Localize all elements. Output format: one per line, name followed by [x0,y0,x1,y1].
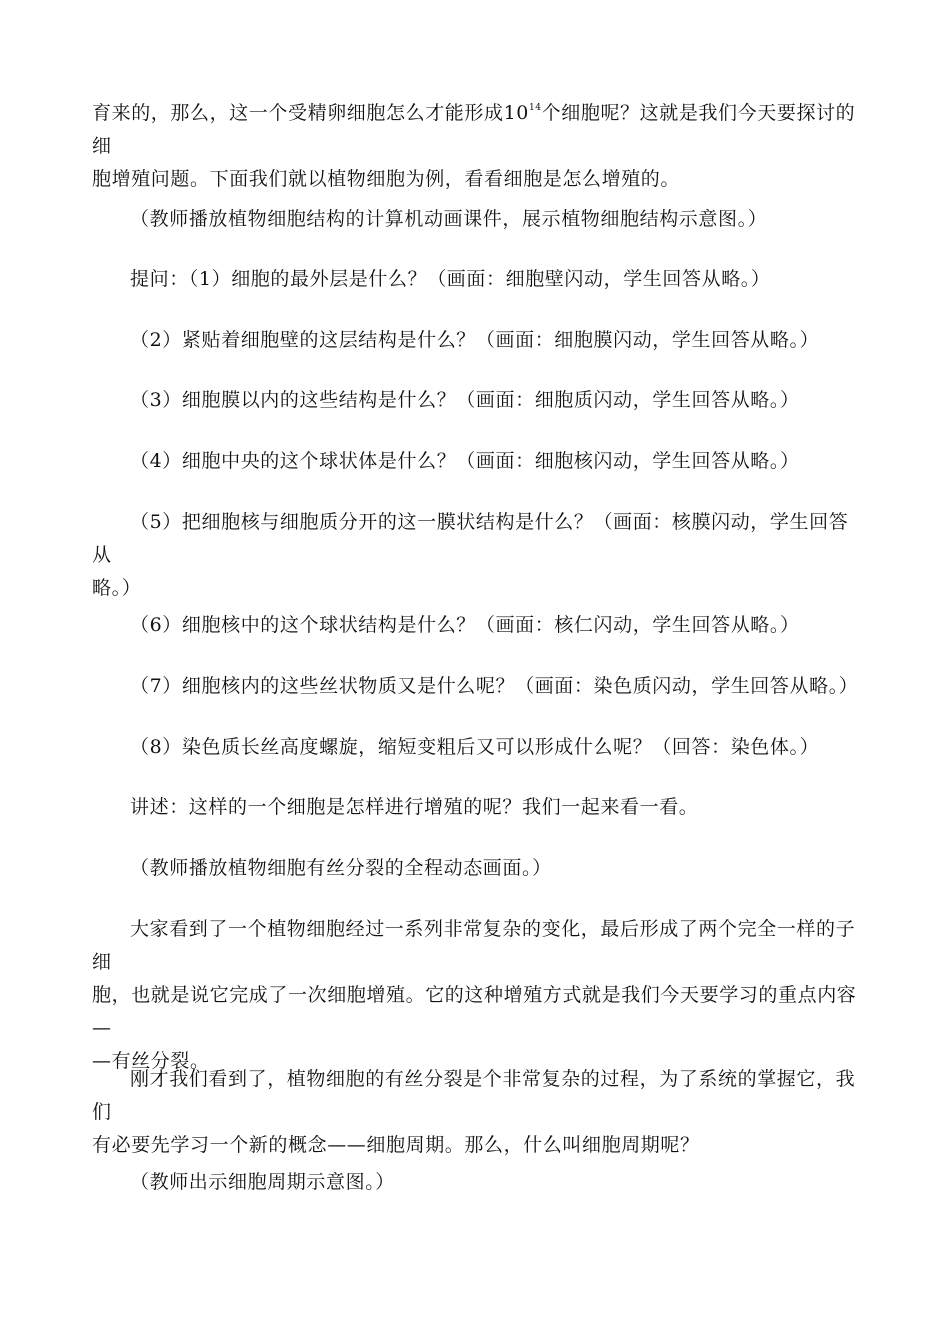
paragraph-question-4: （4）细胞中央的这个球状体是什么？（画面：细胞核闪动，学生回答从略。） [130,450,800,472]
text-line: 有必要先学习一个新的概念——细胞周期。那么，什么叫细胞周期呢？ [92,1134,700,1156]
paragraph-cell-cycle [92,1063,862,1162]
text-line: （5）把细胞核与细胞质分开的这一膜状结构是什么？（画面：核膜闪动，学生回答从 [92,511,849,566]
text-run: 个细胞呢？这就是我们今天要探讨的细 [92,102,856,157]
paragraph-question-3: （3）细胞膜以内的这些结构是什么？（画面：细胞质闪动，学生回答从略。） [130,389,800,411]
paragraph-narration: 讲述：这样的一个细胞是怎样进行增殖的呢？我们一起来看一看。 [130,796,699,818]
superscript-exponent: 14 [528,103,542,113]
paragraph-intro [92,97,862,196]
text-line: 胞，也就是说它完成了一次细胞增殖。它的这种增殖方式就是我们今天要学习的重点内容— [92,984,857,1039]
text-line: 胞增殖问题。下面我们就以植物细胞为例，看看细胞是怎么增殖的。 [92,168,681,190]
text-run: 育来的，那么，这一个受精卵细胞怎么才能形成10 [92,102,529,124]
paragraph-question-5 [92,506,862,605]
paragraph-stage-note: （教师播放植物细胞结构的计算机动画课件，展示植物细胞结构示意图。） [130,208,768,230]
text-line: 大家看到了一个植物细胞经过一系列非常复杂的变化，最后形成了两个完全一样的子细 [92,918,856,973]
paragraph-mitosis-intro [92,913,862,1078]
paragraph-stage-note-3: （教师出示细胞周期示意图。） [130,1171,395,1193]
paragraph-question-1: 提问：（1）细胞的最外层是什么？（画面：细胞壁闪动，学生回答从略。） [130,268,771,290]
text-line: 略。） [92,577,142,599]
paragraph-stage-note-2: （教师播放植物细胞有丝分裂的全程动态画面。） [130,857,552,879]
text-line: —有丝分裂。 [92,1050,210,1072]
paragraph-question-7: （7）细胞核内的这些丝状物质又是什么呢？（画面：染色质闪动，学生回答从略。） [130,675,859,697]
text-line: 刚才我们看到了，植物细胞的有丝分裂是个非常复杂的过程，为了系统的掌握它，我们 [92,1068,856,1123]
paragraph-question-6: （6）细胞核中的这个球状结构是什么？（画面：核仁闪动，学生回答从略。） [130,614,800,636]
text-line [92,97,862,163]
paragraph-question-2: （2）紧贴着细胞壁的这层结构是什么？（画面：细胞膜闪动，学生回答从略。） [130,329,820,351]
paragraph-question-8: （8）染色质长丝高度螺旋，缩短变粗后又可以形成什么呢？（回答：染色体。） [130,736,820,758]
